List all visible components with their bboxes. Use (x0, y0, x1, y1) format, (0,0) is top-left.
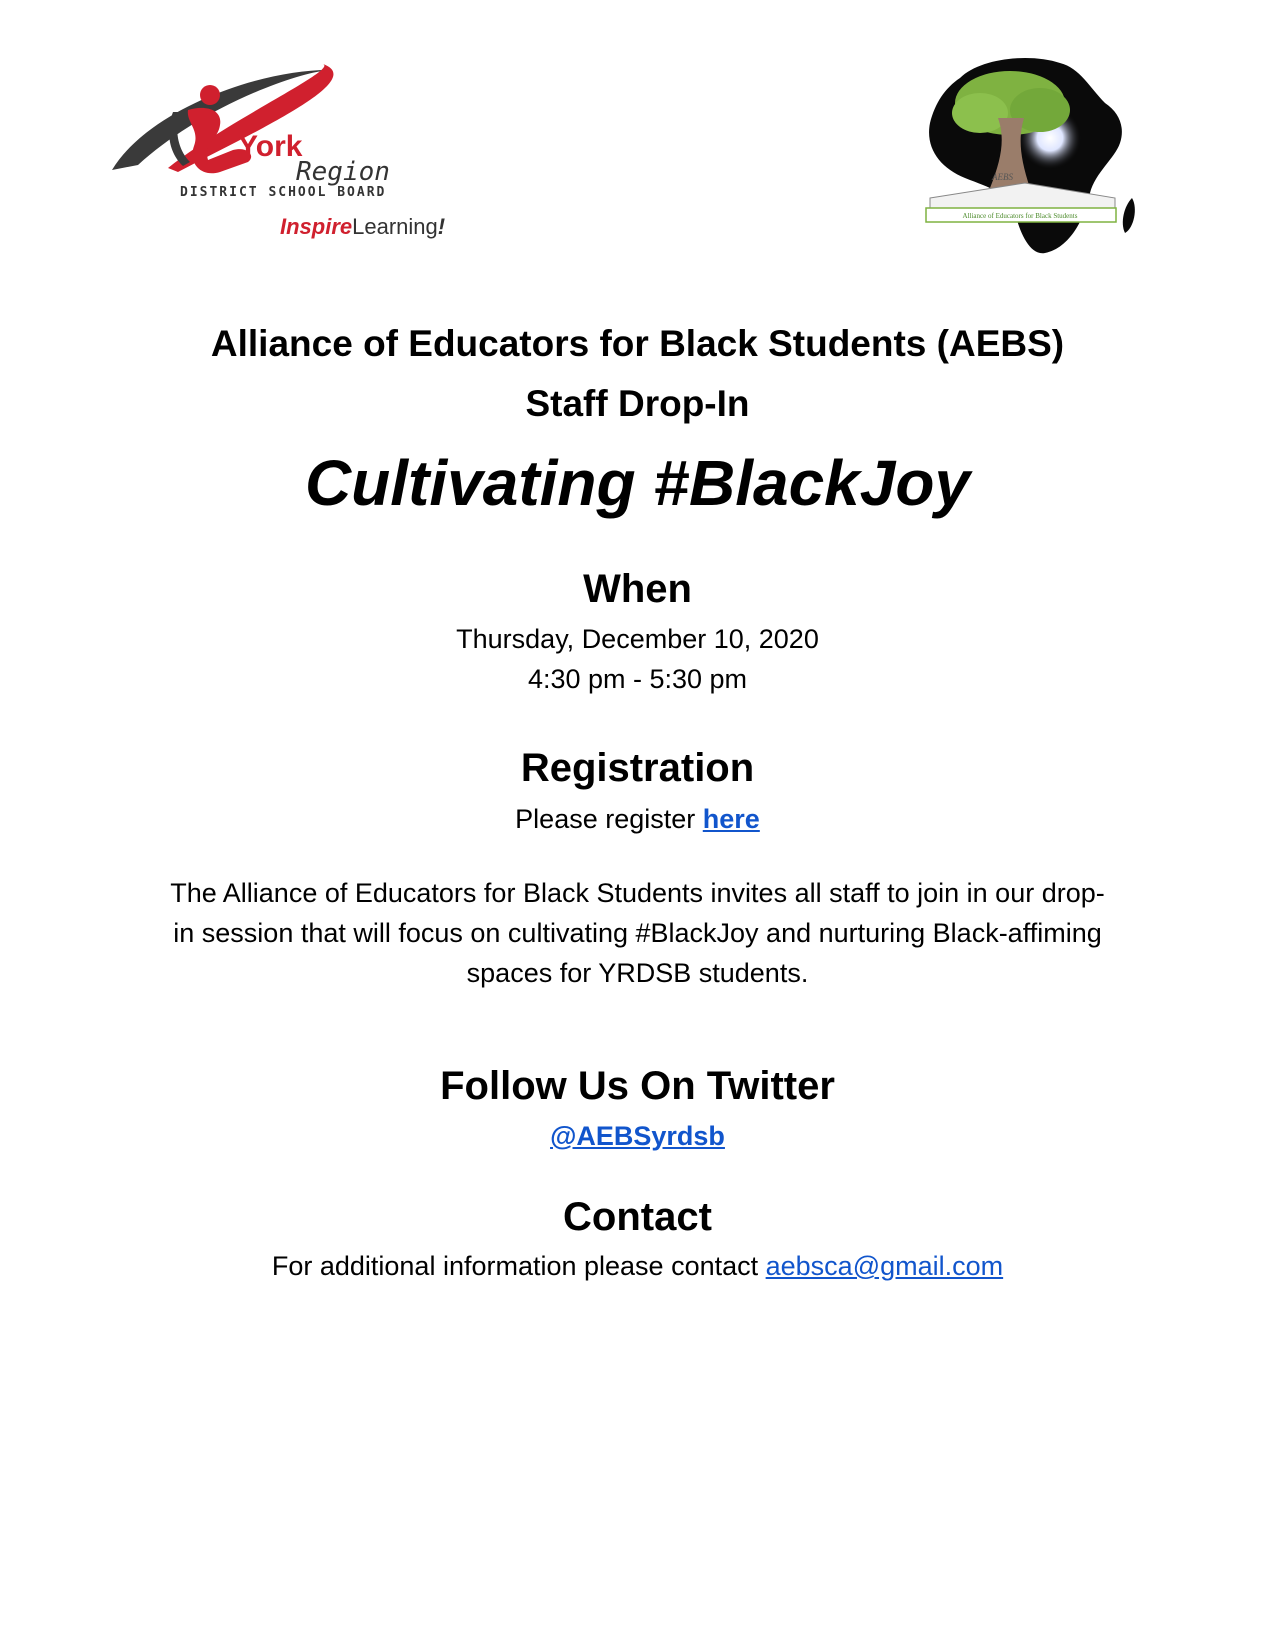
contact-text: For additional information please contact (271, 1251, 766, 1281)
event-date: Thursday, December 10, 2020 (456, 624, 819, 654)
registration-text: Please register (515, 804, 703, 834)
description-paragraph: The Alliance of Educators for Black Students invites all staff to join in our drop-in session that will focus on cultivating #BlackJoy and nurturing Black-affiming spaces for YRDSB students. (170, 878, 1105, 988)
yrdsb-logo-board: DISTRICT SCHOOL BOARD (180, 185, 387, 200)
when-heading: When (583, 567, 692, 611)
yrdsb-logo-york: York (238, 130, 303, 163)
contact-line (0, 1246, 1275, 1286)
twitter-handle-link[interactable]: @AEBSyrdsb (550, 1121, 725, 1151)
twitter-heading: Follow Us On Twitter (440, 1064, 835, 1108)
registration-line (0, 799, 1275, 839)
contact-email-link[interactable]: aebsca@gmail.com (765, 1251, 1004, 1281)
yrdsb-logo (108, 50, 468, 260)
main-title: Cultivating #BlackJoy (304, 447, 971, 519)
org-title: Alliance of Educators for Black Students (AEBS) (210, 323, 1065, 364)
aebs-logo (920, 48, 1145, 263)
aebs-logo-ribbon: Alliance of Educators for Black Students (962, 212, 1078, 220)
event-time: 4:30 pm - 5:30 pm (527, 664, 748, 694)
sub-title: Staff Drop-In (525, 383, 750, 424)
registration-heading: Registration (520, 746, 755, 790)
aebs-logo-book-label: AEBS (992, 172, 1013, 182)
register-link[interactable]: here (702, 804, 760, 834)
yrdsb-logo-tagline: InspireLearning! (280, 214, 446, 239)
yrdsb-logo-region: Region (296, 157, 390, 187)
twitter-line (0, 1116, 1275, 1156)
contact-heading: Contact (563, 1195, 712, 1239)
